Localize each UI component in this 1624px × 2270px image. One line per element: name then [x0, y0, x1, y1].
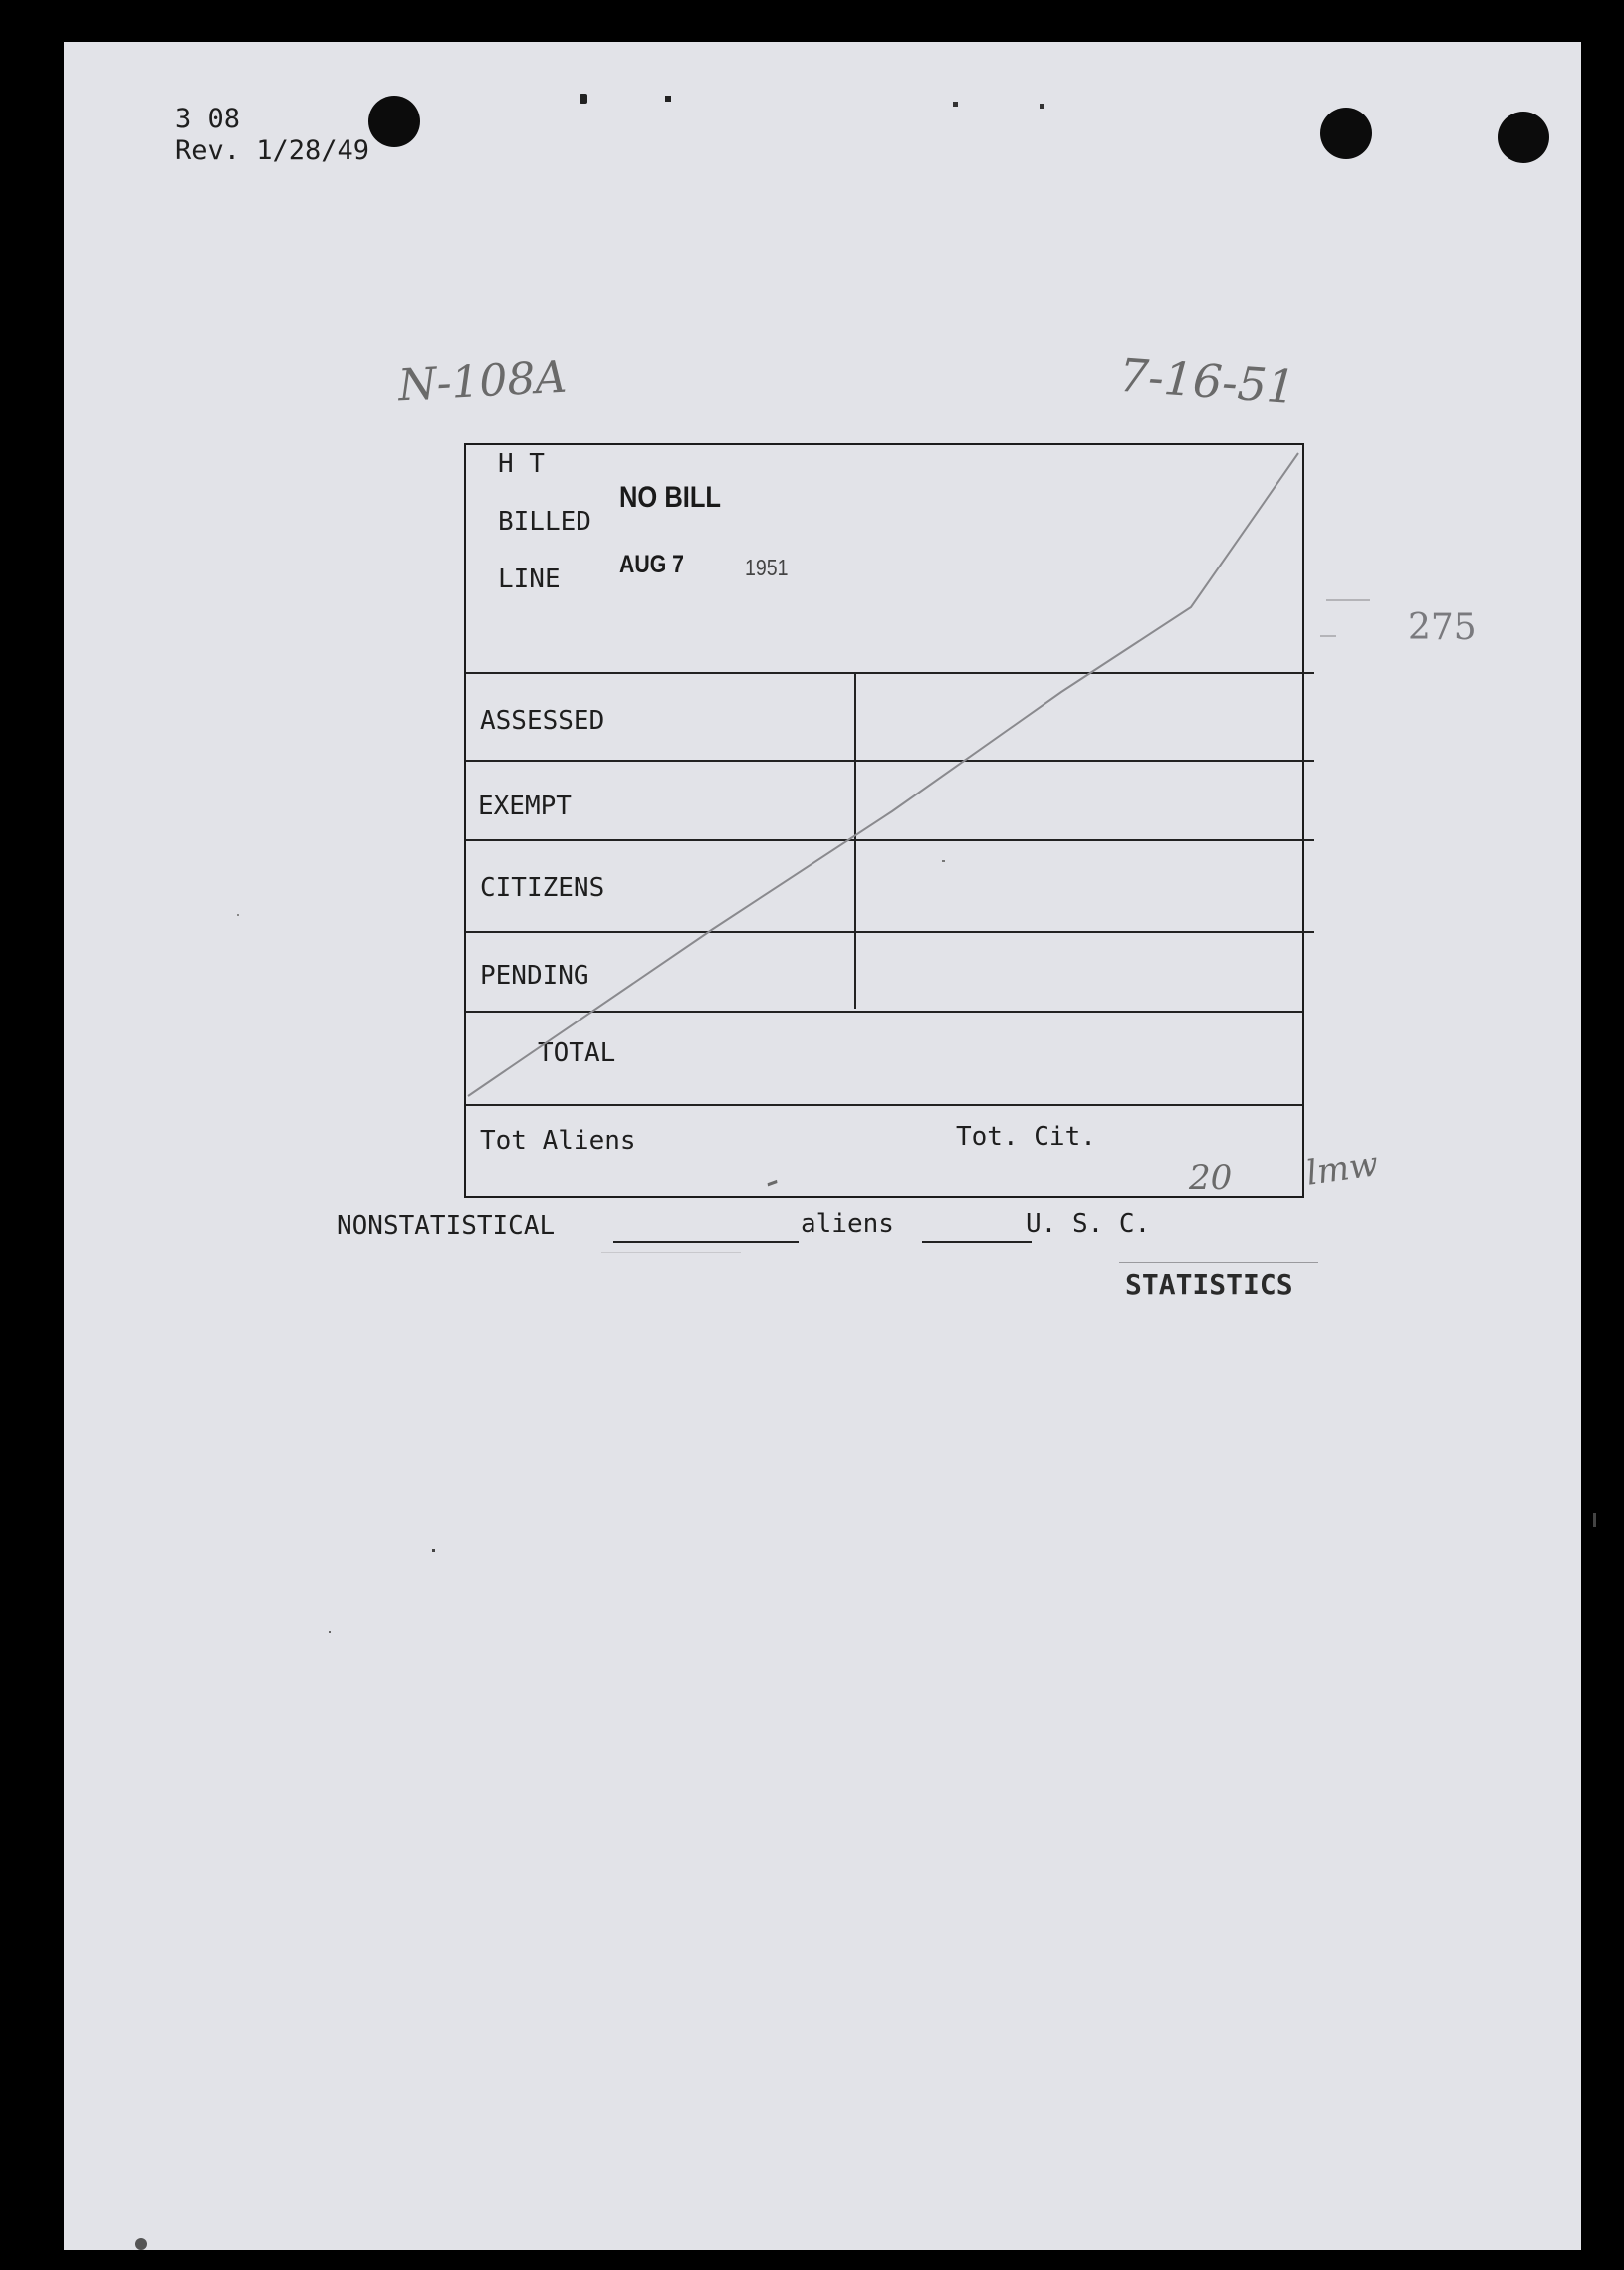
edge-speck	[135, 2238, 147, 2250]
citizens-label: CITIZENS	[480, 873, 605, 903]
page-number-stamp: 275	[1408, 607, 1477, 648]
revision-date: Rev. 1/28/49	[175, 135, 370, 166]
paper-speck	[237, 914, 239, 916]
aliens-label: aliens	[801, 1209, 894, 1239]
edge-speck	[1593, 1513, 1596, 1527]
pending-label: PENDING	[480, 961, 589, 991]
tot-aliens-label: Tot Aliens	[480, 1126, 636, 1156]
ink-speck	[580, 94, 587, 104]
ink-speck	[953, 102, 958, 107]
stamp-date-year: 1951	[745, 555, 789, 580]
stamp-date-month: AUG 7	[619, 551, 684, 578]
paper-speck	[329, 1631, 331, 1633]
document-page	[64, 42, 1581, 2250]
form-number: 3 08	[175, 104, 241, 134]
handwritten-dash: -	[757, 1157, 786, 1205]
punch-hole-right-1	[1320, 108, 1372, 159]
ink-speck	[1040, 104, 1044, 109]
ht-label: H T	[498, 449, 545, 479]
statistics-overline	[1119, 1262, 1318, 1263]
no-bill-stamp: NO BILL	[619, 481, 721, 514]
paper-speck	[942, 860, 945, 862]
punch-hole-right-2	[1498, 112, 1549, 163]
handwritten-count: 20	[1189, 1158, 1233, 1198]
exempt-label: EXEMPT	[478, 792, 572, 821]
nonstatistical-blank	[613, 1241, 799, 1243]
pencil-cancel-line	[464, 443, 1304, 1120]
total-label: TOTAL	[538, 1038, 616, 1068]
faint-underline	[601, 1252, 741, 1253]
aliens-blank	[922, 1241, 1032, 1243]
statistics-stamp: STATISTICS	[1125, 1268, 1293, 1301]
handwritten-initials: lmw	[1303, 1144, 1381, 1194]
stamp-dash-mark	[1320, 635, 1336, 637]
billed-label: BILLED	[498, 507, 591, 537]
assessed-label: ASSESSED	[480, 706, 605, 736]
ink-speck	[665, 96, 671, 102]
nonstatistical-label: NONSTATISTICAL	[337, 1211, 556, 1241]
tot-cit-label: Tot. Cit.	[956, 1122, 1096, 1152]
punch-hole-left	[368, 96, 420, 147]
handwritten-date: 7-16-51	[1117, 347, 1298, 415]
handwritten-file-code: N-108A	[396, 351, 569, 412]
stamp-dash-mark	[1326, 599, 1370, 601]
usc-label: U. S. C.	[1026, 1209, 1151, 1239]
line-label: LINE	[498, 565, 561, 594]
paper-speck	[432, 1549, 435, 1552]
